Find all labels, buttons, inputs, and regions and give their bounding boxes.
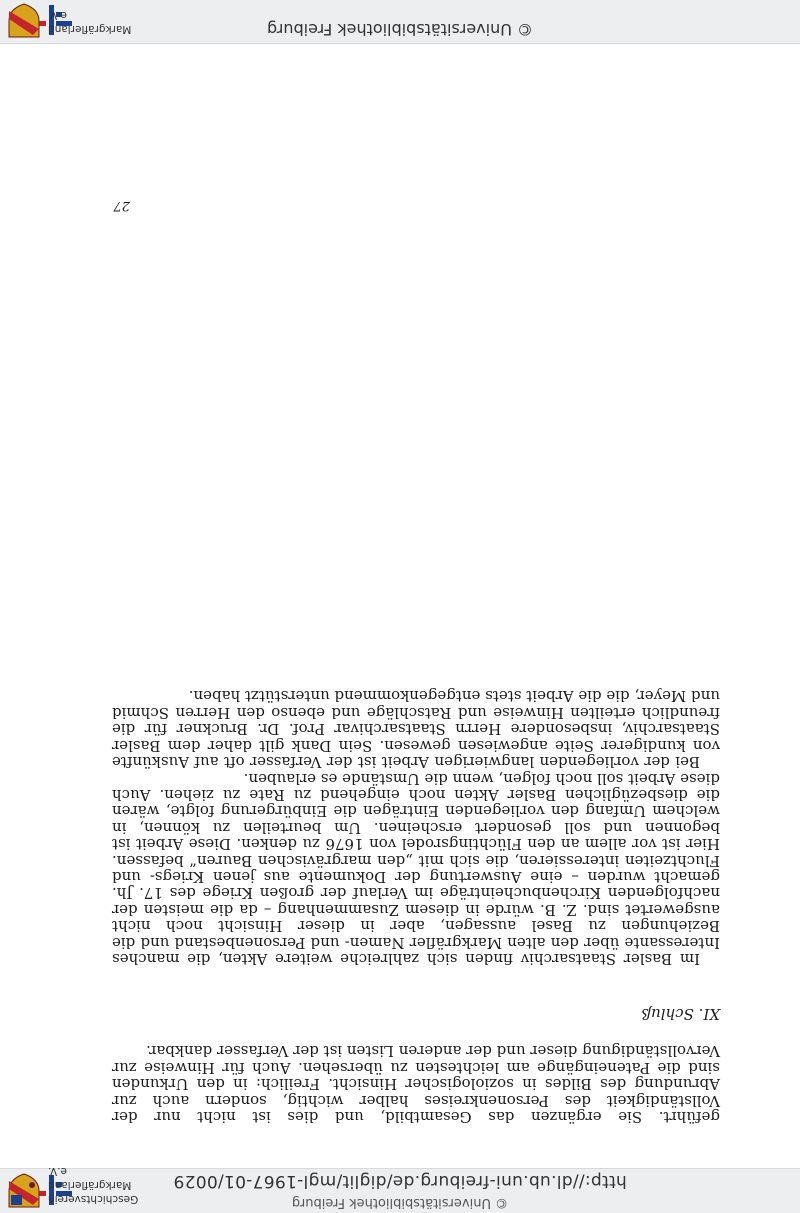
association-crest-icon (6, 3, 42, 39)
viewer-header-bar (0, 1165, 800, 1213)
viewer-footer-bar (0, 0, 800, 44)
document-url[interactable]: http://dl.ub.uni-freiburg.de/diglit/mgl-1967-01/0029 (173, 1171, 627, 1191)
section-heading: XI. Schluß (641, 1005, 720, 1023)
association-name: Markgräflerland e.V. (48, 9, 132, 35)
paragraph-continuation: geführt. Sie ergänzen das Gesamtbild, und dies ist nicht nur der Vollständigkeit des Personenkreises halber wichtig, sondern auch zur Abrundung des Bildes in soziologischer Hinsicht. Freilich: in den Urkunden sind die Pateneingänge am leichtesten zu übersehen. Auch für Hinweise zur Vervollständigung dieser und der anderen Listen ist der Verfasser dankbar. (112, 1042, 720, 1126)
association-badge (6, 1165, 152, 1209)
association-crest-icon (6, 1173, 42, 1209)
paragraph: Im Basler Staatsarchiv finden sich zahlreiche weitere Akten, die manches Interessante über den alten Markgräfler Namen- und Personenbestand und die Beziehungen zu Basel aussagen, aber in dieser Hinsicht noch nicht ausgewertet sind. Z. B. würde in diesem Zusammenhang – da die meisten der nachfolgenden Kirchenbucheinträge im Verlauf der großen Kriege des 17. Jh. gemacht wurden – eine Auswertung der Dokumente aus jenen Kriegs- und Fluchtzeiten interessieren, die sich mit „den margrävischen Bauren“ befassen. Hier ist vor allem an den Flüchtingsrodel von 1676 zu denken. Diese Arbeit ist begonnen und soll gesondert erscheinen. Um beurteilen zu können, in welchem Umfang den vorliegenden Einträgen die Einbürgerung folgte, wären die diesbezüglichen Basler Akten noch eingehend zu Rate zu ziehen. Auch diese Arbeit soll noch folgen, wenn die Umstände es erlauben. (112, 769, 720, 968)
association-name: Geschichtsverein Markgräflerland e.V. (48, 1165, 139, 1205)
library-copyright: © Universitätsbibliothek Freiburg (291, 1195, 509, 1210)
conclusion-text (112, 688, 720, 967)
library-copyright: © Universitätsbibliothek Freiburg (266, 20, 534, 39)
association-badge (6, 3, 152, 39)
paragraph: Bei der vorliegenden langwierigen Arbeit ist der Verfasser oft auf Auskünfte von kundigerer Seite angewiesen gewesen. Sein Dank gilt daher dem Basler Staatsarchiv, insbesondere Herrn Staatsarchivar Prof. Dr. Bruckner für die freundlich erteilten Hinweise und Ratschläge und ebenso den Herren Schmid und Meyer, die die Arbeit stets entgegenkommend unterstützt haben. (112, 687, 720, 772)
page-number: 27 (113, 198, 130, 213)
